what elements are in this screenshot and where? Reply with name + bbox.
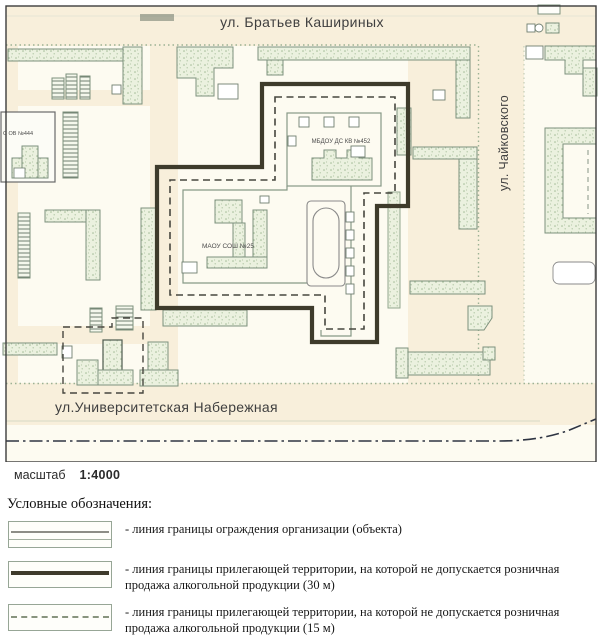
garage-row (66, 74, 77, 99)
building-block (583, 68, 597, 96)
illegible-annotation (140, 14, 174, 21)
building-block (103, 340, 122, 373)
building-block (413, 147, 477, 159)
legend-swatch-15m-line (8, 604, 112, 631)
building-block (8, 49, 125, 61)
legend-item-text: - линия границы ограждения организации (объекта) (125, 522, 402, 536)
legend-item-text: - линия границы прилегающей территории, на которой не допускается розничная продажа алкогольной продукции (30 м) (125, 562, 560, 592)
street-label-bottom: ул.Университетская Набережная (55, 399, 278, 415)
boundary-15m-line-sample (11, 616, 109, 618)
street-label-right: ул. Чайковского (497, 94, 511, 192)
garage-row (63, 112, 78, 178)
building-block (98, 370, 133, 385)
boundary-30m-line-sample (11, 571, 109, 575)
map-scale (14, 468, 120, 482)
garage-row (52, 78, 64, 99)
building-block (459, 159, 477, 229)
building-block (456, 60, 470, 118)
building-block (408, 352, 490, 375)
building-block (77, 360, 98, 385)
building-block (483, 347, 495, 360)
building-block (546, 23, 559, 33)
legend-swatch-fence-line (8, 521, 112, 548)
garage-row (90, 308, 102, 332)
legend-item-text: - линия границы прилегающей территории, на которой не допускается розничная продажа алкогольной продукции (15 м) (125, 605, 560, 635)
building-block (258, 47, 470, 60)
scale-label: масштаб (14, 468, 66, 482)
scale-value: 1:4000 (79, 468, 121, 482)
street-label-top: ул. Братьев Кашириных (220, 14, 384, 30)
kindergarten-444-label: С ОВ №444 (3, 131, 34, 137)
school-25-building (207, 257, 267, 268)
building-block (141, 208, 156, 310)
school-25-label: МАОУ СОШ №25 (201, 243, 255, 250)
building-block (396, 348, 408, 378)
garage-row (18, 213, 30, 278)
swatch-divider (9, 539, 111, 540)
garage-row (80, 76, 90, 99)
school-25-building (215, 200, 242, 223)
map-footer (0, 462, 602, 641)
legend-title: Условные обозначения: (7, 496, 153, 512)
building-block (3, 343, 57, 355)
building-block (163, 310, 247, 326)
school-25-building (253, 210, 267, 260)
kindergarten-452-label: МБДОУ ДС КВ №452 (311, 139, 371, 145)
building-block (140, 370, 178, 386)
building-block (148, 342, 168, 372)
school-25-building (233, 223, 245, 257)
tree-band (388, 192, 400, 308)
building-block (86, 210, 100, 280)
legend-swatch-30m-line (8, 561, 112, 588)
building-block (410, 281, 485, 294)
fence-line-sample (11, 531, 109, 533)
building-block (123, 47, 142, 104)
building-block (267, 60, 283, 75)
